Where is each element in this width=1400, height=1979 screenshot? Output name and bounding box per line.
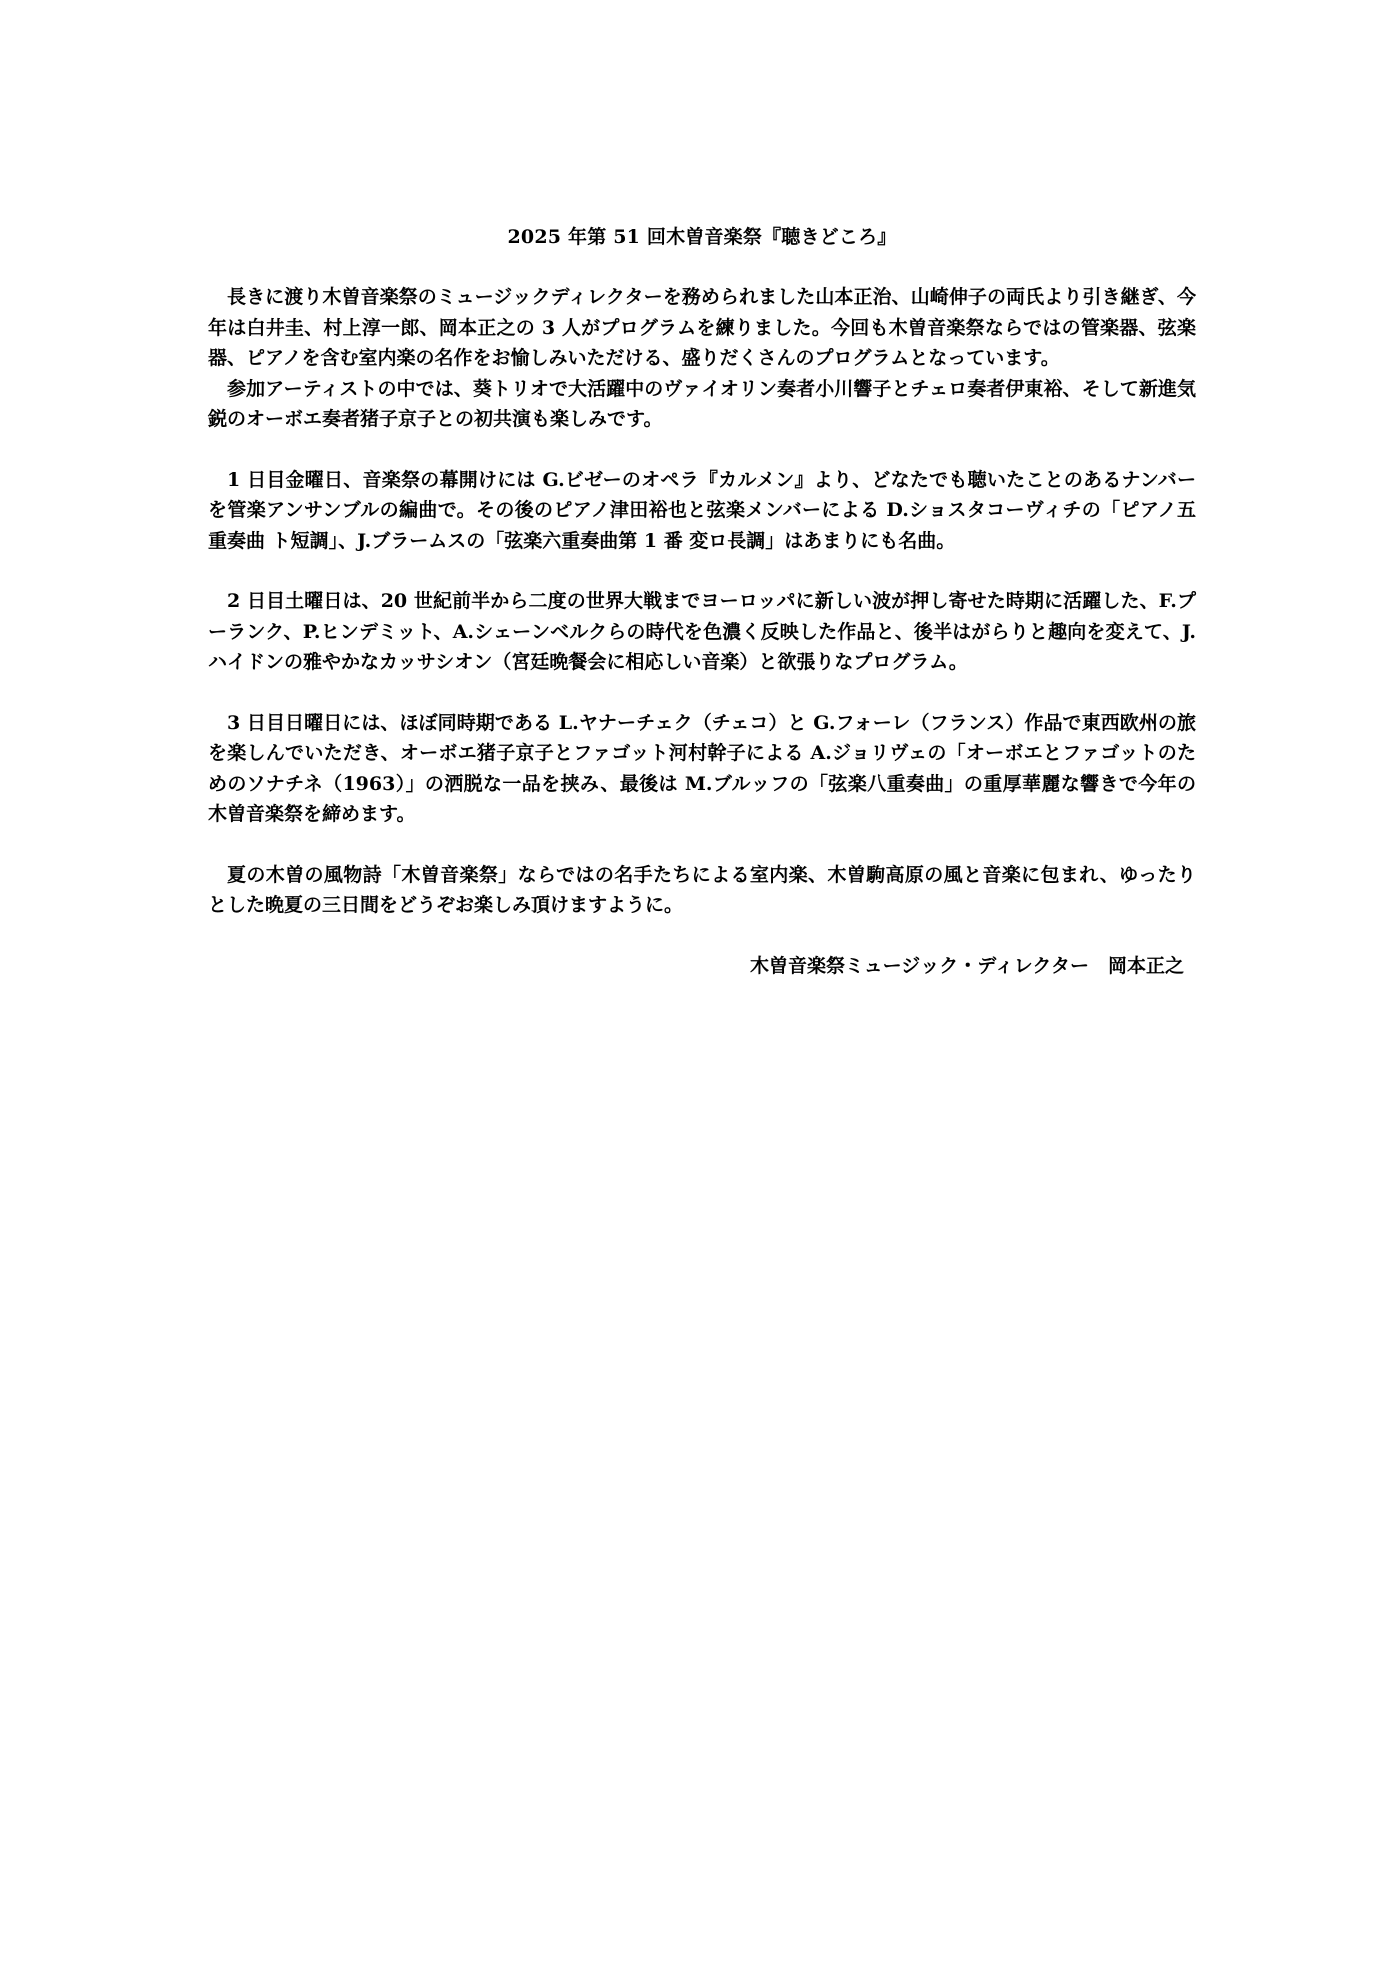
signature-gap [208, 921, 1196, 951]
paragraph-gap [208, 830, 1196, 860]
intro-paragraph-2: 参加アーティストの中では、葵トリオで大活躍中のヴァイオリン奏者小川響子とチェロ奏者伊東裕、そして新進気鋭のオーボエ奏者猪子京子との初共演も楽しみです。 [208, 377, 1196, 430]
day3-paragraph: 3 日目日曜日には、ほぼ同時期である L.ヤナーチェク（チェコ）と G.フォーレ（フランス）作品で東西欧州の旅を楽しんでいただき、オーボエ猪子京子とファゴット河村幹子による A.ジョリヴェの「オーボエとファゴットのためのソナチネ（1963）」の洒脱な一品を挟み、最後は M.ブルッフの「弦楽八重奏曲」の重厚華麗な響きで今年の木曽音楽祭を締めます。 [208, 711, 1196, 825]
paragraph-gap [208, 556, 1196, 586]
paragraph-gap [208, 435, 1196, 465]
day1-paragraph: 1 日目金曜日、音楽祭の幕開けには G.ビゼーのオペラ『カルメン』より、どなたでも聴いたことのあるナンバーを管楽アンサンブルの編曲で。その後のピアノ津田裕也と弦楽メンバーによる D.ショスタコーヴィチの「ピアノ五重奏曲 ト短調」、J.ブラームスの「弦楽六重奏曲第 1 番 変ロ長調」はあまりにも名曲。 [208, 468, 1196, 552]
paragraph-gap [208, 678, 1196, 708]
signature: 木曽音楽祭ミュージック・ディレクター 岡本正之 [750, 954, 1184, 977]
document-title: 2025 年第 51 回木曽音楽祭『聴きどころ』 [507, 226, 897, 248]
intro-paragraph-1: 長きに渡り木曽音楽祭のミュージックディレクターを務められました山本正治、山崎伸子の両氏より引き継ぎ、今年は白井圭、村上淳一郎、岡本正之の 3 人がプログラムを練りました。今回も木曽音楽祭ならではの管楽器、弦楽器、ピアノを含む室内楽の名作をお愉しみいただける、盛りだくさんのプログラムとなっています。 [208, 286, 1196, 369]
closing-paragraph: 夏の木曽の風物詩「木曽音楽祭」ならではの名手たちによる室内楽、木曽駒高原の風と音楽に包まれ、ゆったりとした晩夏の三日間をどうぞお楽しみ頂けますように。 [208, 863, 1196, 916]
document-page [208, 222, 1196, 981]
day2-paragraph: 2 日目土曜日は、20 世紀前半から二度の世界大戦までヨーロッパに新しい波が押し寄せた時期に活躍した、F.プーランク、P.ヒンデミット、A.シェーンベルクらの時代を色濃く反映した作品と、後半はがらりと趣向を変えて、J.ハイドンの雅やかなカッサシオン（宮廷晩餐会に相応しい音楽）と欲張りなプログラム。 [208, 590, 1196, 673]
